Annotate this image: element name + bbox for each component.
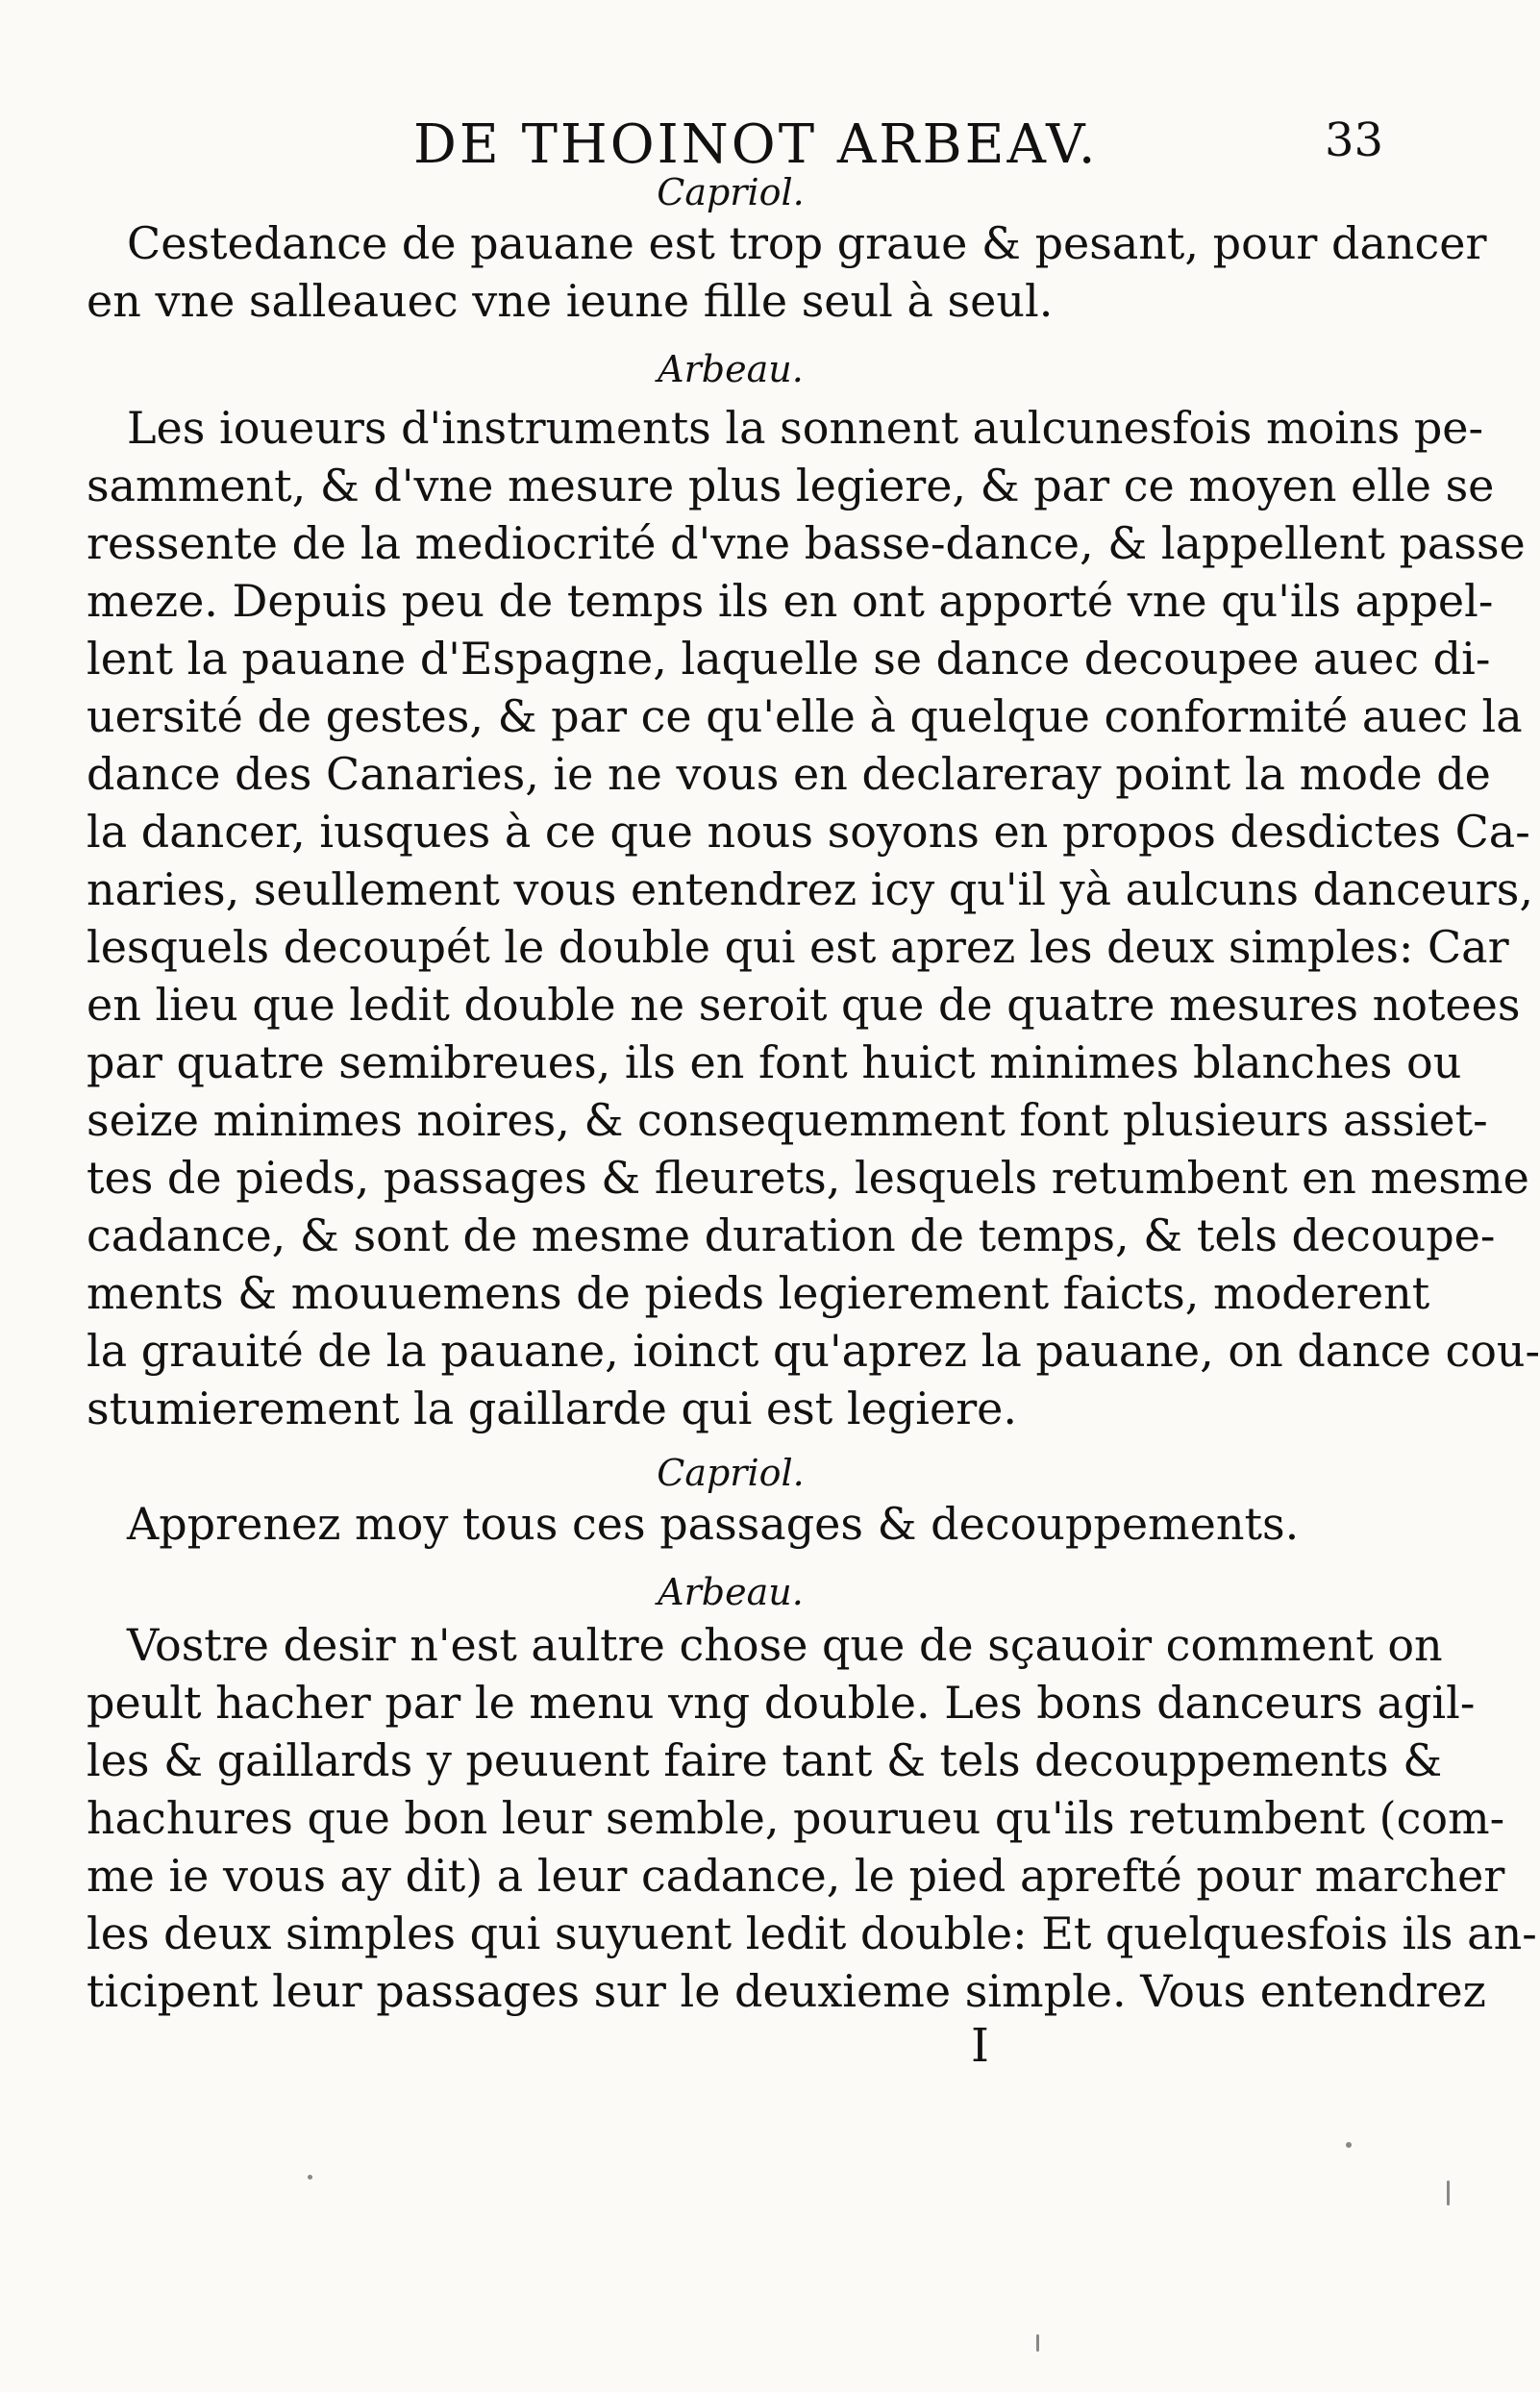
- text-line: me ie vous ay dit) a leur cadance, le pied aprefté pour marcher: [87, 1850, 1505, 1902]
- text-line: en vne salleauec vne ieune fille seul à seul.: [87, 275, 1054, 327]
- text-line: par quatre semibreues, ils en font huict minimes blanches ou: [87, 1036, 1462, 1088]
- text-line: lent la pauane d'Espagne, laquelle se dance decoupee auec di-: [87, 633, 1491, 685]
- speaker-label: Capriol.: [657, 1452, 805, 1494]
- page-number: 33: [1325, 113, 1384, 167]
- text-line: ressente de la mediocrité d'vne basse-dance, & lappellent passe: [87, 517, 1526, 569]
- text-line: Vostre desir n'est aultre chose que de sçauoir comment on: [127, 1619, 1443, 1671]
- text-line: samment, & d'vne mesure plus legiere, & par ce moyen elle se: [87, 460, 1495, 511]
- text-line: stumierement la gaillarde qui est legiere.: [87, 1383, 1018, 1434]
- text-line: uersité de gestes, & par ce qu'elle à quelque conformité auec la: [87, 690, 1523, 742]
- text-line: naries, seullement vous entendrez icy qu'il yà aulcuns danceurs,: [87, 863, 1533, 915]
- text-line: ticipent leur passages sur le deuxieme simple. Vous entendrez: [87, 1965, 1486, 2017]
- text-line: meze. Depuis peu de temps ils en ont apporté vne qu'ils appel-: [87, 575, 1494, 627]
- text-line: les deux simples qui suyuent ledit double: Et quelquesfois ils an-: [87, 1907, 1537, 1959]
- speaker-label: Capriol.: [657, 171, 805, 213]
- text-line: lesquels decoupét le double qui est aprez les deux simples: Car: [87, 921, 1509, 973]
- signature-mark: I: [971, 2019, 989, 2073]
- text-line: ments & mouuemens de pieds legierement faicts, moderent: [87, 1267, 1430, 1319]
- print-speck: [1447, 2180, 1450, 2205]
- text-line: cadance, & sont de mesme duration de temps, & tels decoupe-: [87, 1209, 1496, 1261]
- text-line: tes de pieds, passages & fleurets, lesquels retumbent en mesme: [87, 1152, 1529, 1204]
- text-line: les & gaillards y peuuent faire tant & tels decouppements &: [87, 1734, 1443, 1786]
- print-speck: [1036, 2334, 1039, 2352]
- text-line: Les ioueurs d'instruments la sonnent aulcunesfois moins pe-: [127, 402, 1484, 454]
- text-line: la grauité de la pauane, ioinct qu'aprez la pauane, on dance cou-: [87, 1325, 1540, 1377]
- text-line: peult hacher par le menu vng double. Les bons danceurs agil-: [87, 1677, 1476, 1729]
- text-line: dance des Canaries, ie ne vous en declareray point la mode de: [87, 748, 1491, 800]
- text-line: Cestedance de pauane est trop graue & pesant, pour dancer: [127, 217, 1487, 269]
- running-title: DE THOINOT ARBEAV.: [413, 113, 1099, 176]
- text-line: hachures que bon leur semble, pourueu qu'ils retumbent (com-: [87, 1792, 1505, 1844]
- speaker-label: Arbeau.: [658, 348, 804, 390]
- text-line: seize minimes noires, & consequemment font plusieurs assiet-: [87, 1094, 1488, 1146]
- print-speck: [308, 2175, 312, 2180]
- text-line: la dancer, iusques à ce que nous soyons en propos desdictes Ca-: [87, 806, 1530, 858]
- print-speck: [1346, 2142, 1352, 2148]
- text-line: en lieu que ledit double ne seroit que de quatre mesures notees: [87, 979, 1521, 1031]
- text-line: Apprenez moy tous ces passages & decouppements.: [127, 1498, 1300, 1550]
- speaker-label: Arbeau.: [658, 1571, 804, 1613]
